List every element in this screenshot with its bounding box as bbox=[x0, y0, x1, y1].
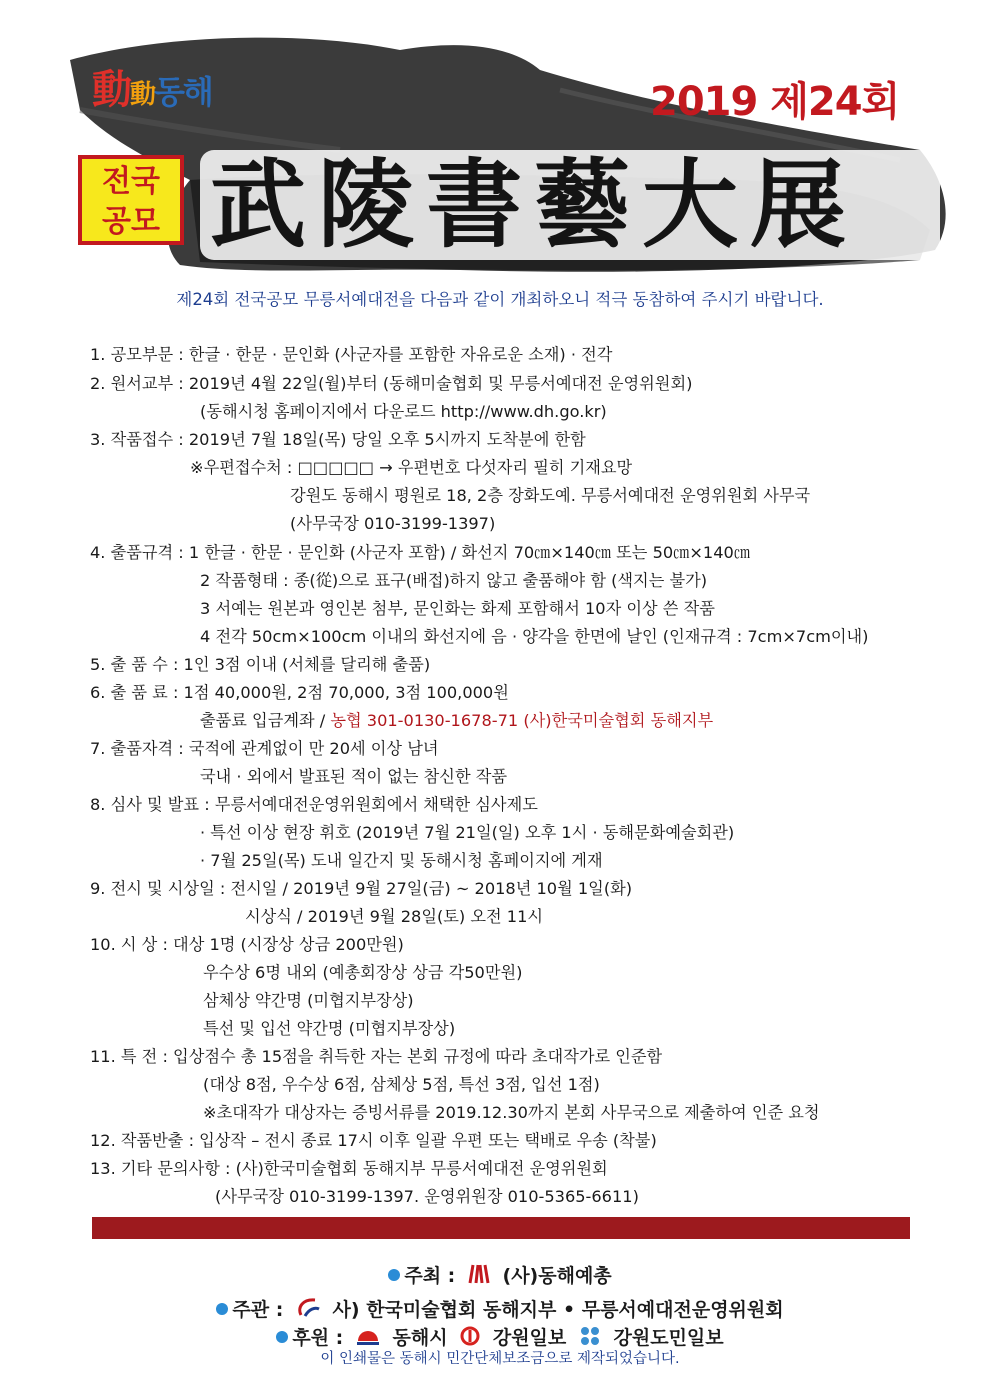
bullet-icon bbox=[388, 1269, 400, 1281]
bank-account: 농협 301-0130-1678-71 (사)한국미술협회 동해지부 bbox=[330, 711, 714, 730]
list-item: (사무국장 010-3199-1397) bbox=[290, 514, 496, 533]
list-item: 시상식 / 2019년 9월 28일(토) 오전 11시 bbox=[245, 907, 544, 926]
bullet-icon bbox=[216, 1303, 228, 1315]
list-item: 우수상 6명 내외 (예총회장상 상금 각50만원) bbox=[203, 963, 523, 982]
yechong-logo-icon bbox=[467, 1263, 491, 1285]
donghae-city-logo-icon bbox=[355, 1327, 381, 1347]
divider-bar bbox=[92, 1217, 910, 1239]
organizer-label: 주관 : bbox=[232, 1299, 284, 1321]
list-item: 3 서예는 원본과 영인본 첨부, 문인화는 화제 포함해서 10자 이상 쓴 작품 bbox=[200, 599, 715, 618]
funding-note: 이 인쇄물은 동해시 민간단체보조금으로 제작되었습니다. bbox=[320, 1351, 680, 1367]
list-item: 5. 출 품 수 : 1인 3점 이내 (서체를 달리해 출품) bbox=[90, 655, 431, 674]
list-item: 4 전각 50cm×100cm 이내의 화선지에 음 · 양각을 한면에 날인 (인재규격 : 7cm×7cm이내) bbox=[200, 627, 869, 646]
list-item: (대상 8점, 우수상 6점, 삼체상 5점, 특선 3점, 입선 1점) bbox=[203, 1075, 600, 1094]
host-label: 주최 : bbox=[404, 1265, 456, 1287]
art-association-logo-icon bbox=[295, 1297, 321, 1319]
edition-label: 2019 제24회 bbox=[650, 79, 900, 125]
list-item: 9. 전시 및 시상일 : 전시일 / 2019년 9월 27일(금) ∼ 2018년 10월 1일(화) bbox=[90, 879, 633, 898]
host-name: (사)동해예총 bbox=[502, 1265, 612, 1287]
list-item: 국내 · 외에서 발표된 적이 없는 참신한 작품 bbox=[200, 767, 507, 786]
list-item: (사무국장 010-3199-1397. 운영위원장 010-5365-6611) bbox=[215, 1187, 639, 1206]
organizer-name: 사) 한국미술협회 동해지부 • 무릉서예대전운영위원회 bbox=[332, 1299, 784, 1321]
list-item: 12. 작품반출 : 입상작 – 전시 종료 17시 이후 일괄 우편 또는 택배로 우송 (착불) bbox=[90, 1131, 657, 1150]
list-item: 강원도 동해시 평원로 18, 2층 장화도예. 무릉서예대전 운영위원회 사무국 bbox=[290, 486, 811, 505]
list-item: 8. 심사 및 발표 : 무릉서예대전운영위원회에서 채택한 심사제도 bbox=[90, 795, 538, 814]
sponsor-kangwon-ilbo: 강원일보 bbox=[492, 1327, 567, 1349]
sponsor-donghae-city: 동해시 bbox=[392, 1327, 448, 1349]
page-title: 武陵書藝大展 bbox=[210, 148, 858, 261]
list-item: 13. 기타 문의사항 : (사)한국미술협회 동해지부 무릉서예대전 운영위원회 bbox=[90, 1159, 608, 1178]
list-item: 2 작품형태 : 종(從)으로 표구(배접)하지 않고 출품해야 함 (색지는 불가) bbox=[200, 571, 708, 590]
list-item: 6. 출 품 료 : 1점 40,000원, 2점 70,000, 3점 100,000원 bbox=[90, 683, 509, 702]
intro-text: 제24회 전국공모 무릉서예대전을 다음과 같이 개최하오니 적극 동참하여 주시기 바랍니다. bbox=[176, 290, 824, 309]
list-item: 7. 출품자격 : 국적에 관계없이 만 20세 이상 남녀 bbox=[90, 739, 439, 758]
kangwon-ilbo-logo-icon bbox=[459, 1325, 481, 1347]
bullet-icon bbox=[276, 1331, 288, 1343]
list-item: 3. 작품접수 : 2019년 7월 18일(목) 당일 오후 5시까지 도착분에 한함 bbox=[90, 430, 586, 449]
list-item: 11. 특 전 : 입상점수 총 15점을 취득한 자는 본회 규정에 따라 초대작가로 인준함 bbox=[90, 1047, 663, 1066]
nationwide-contest-badge: 전국 공모 bbox=[78, 155, 184, 245]
list-item: (동해시청 홈페이지에서 다운로드 http://www.dh.go.kr) bbox=[200, 402, 607, 421]
city-logo: 動動동해 bbox=[92, 66, 212, 113]
list-item: 1. 공모부문 : 한글 · 한문 · 문인화 (사군자를 포함한 자유로운 소재) · 전각 bbox=[90, 345, 613, 364]
list-item bbox=[200, 709, 713, 733]
list-item: 삼체상 약간명 (미협지부장상) bbox=[203, 991, 414, 1010]
list-item: · 7월 25일(목) 도내 일간지 및 동해시청 홈페이지에 게재 bbox=[200, 851, 603, 870]
list-item: 10. 시 상 : 대상 1명 (시장상 상금 200만원) bbox=[90, 935, 404, 954]
sponsor-row bbox=[0, 1323, 1000, 1350]
sponsor-label: 후원 : bbox=[292, 1327, 344, 1349]
host-row bbox=[0, 1261, 1000, 1288]
organizer-row bbox=[0, 1295, 1000, 1322]
list-item: 4. 출품규격 : 1 한글 · 한문 · 문인화 (사군자 포함) / 화선지 70㎝×140㎝ 또는 50㎝×140㎝ bbox=[90, 543, 751, 562]
list-item: ※초대작가 대상자는 증빙서류를 2019.12.30까지 본회 사무국으로 제출하여 인준 요청 bbox=[203, 1103, 820, 1122]
kangwon-domin-ilbo-logo-icon bbox=[578, 1325, 602, 1347]
list-item: · 특선 이상 현장 휘호 (2019년 7월 21일(일) 오후 1시 · 동해문화예술회관) bbox=[200, 823, 735, 842]
sponsor-kangwon-domin-ilbo: 강원도민일보 bbox=[613, 1327, 724, 1349]
bank-account-label: 출품료 입금계좌 / bbox=[200, 711, 331, 730]
list-item: 2. 원서교부 : 2019년 4월 22일(월)부터 (동해미술협회 및 무릉서예대전 운영위원회) bbox=[90, 374, 693, 393]
list-item: 특선 및 입선 약간명 (미협지부장상) bbox=[203, 1019, 456, 1038]
list-item: ※우편접수처 : □□□□□ → 우편번호 다섯자리 필히 기재요망 bbox=[190, 458, 633, 477]
